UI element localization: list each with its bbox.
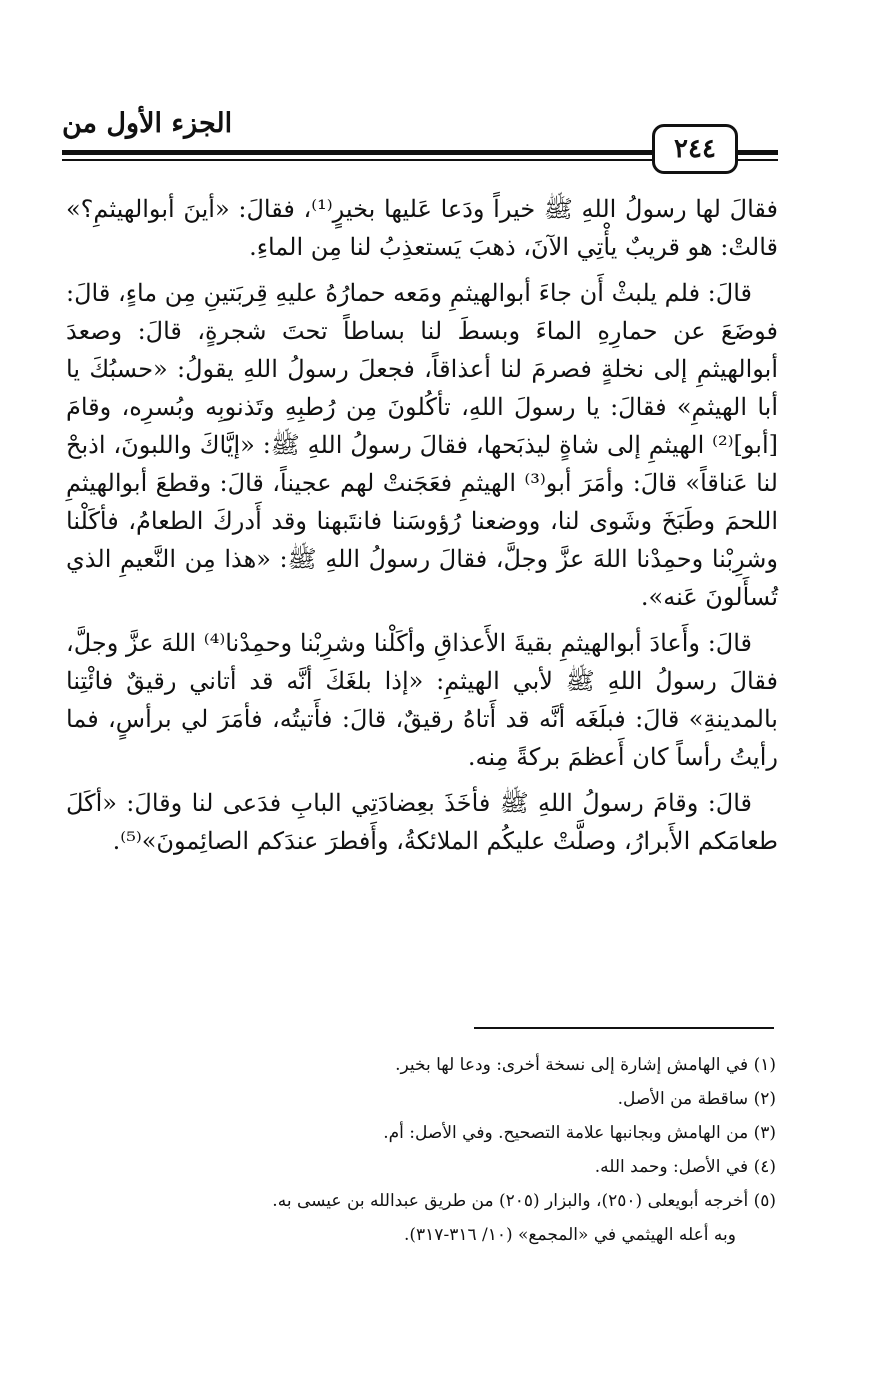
footnote-3: (٣) من الهامش وبجانبها علامة التصحيح. وفي الأصل: أم. <box>383 1123 776 1143</box>
footnote-4: (٤) في الأصل: وحمد الله. <box>594 1157 776 1177</box>
footnote-1: (١) في الهامش إشارة إلى نسخة أخرى: ودعا لها بخير. <box>395 1055 776 1075</box>
footnote-5-continuation: وبه أعله الهيثمي في «المجمع» (١٠/ ٣١٦-٣١٧). <box>403 1225 736 1245</box>
paragraph-1: فقالَ لها رسولُ اللهِ ﷺ خيراً ودَعا عَليها بخيرٍ⁽¹⁾، فقالَ: «أينَ أبوالهيثمِ؟» قالتْ: هو قريبٌ يأْتِي الآنَ، ذهبَ يَستعذِبُ لنا مِن الماءِ. <box>66 195 778 261</box>
paragraph-3: قالَ: وأَعادَ أبوالهيثمِ بقيةَ الأَعذاقِ وأكَلْنا وشرِبْنا وحمِدْنا⁽⁴⁾ اللهَ عزَّ وجلَّ، فقالَ رسولُ اللهِ ﷺ لأبي الهيثمِ: «إذا بلغَكَ أنَّه قد أتاني رقيقٌ فائْتِنا بالمدينةِ» قالَ: فبلَغَه أنَّه قد أَتاهُ رقيقٌ، قالَ: فأَتيتُه، فأمَرَ لي برأسٍ، فما رأيتُ رأساً كان أَعظمَ بركةً مِنه. <box>66 629 778 771</box>
footnote-5: (٥) أخرجه أبويعلى (٢٥٠)، والبزار (٢٠٥) من طريق عبدالله بن عيسى به. <box>272 1191 776 1211</box>
footnote-2: (٢) ساقطة من الأصل. <box>617 1089 776 1109</box>
page-header <box>62 102 778 182</box>
page-number: ٢٤٤ <box>652 124 738 174</box>
paragraph-2: قالَ: فلم يلبثْ أَن جاءَ أبوالهيثمِ ومَعه حمارُهُ عليهِ قِربَتينِ مِن ماءٍ، قالَ: فوضَعَ عن حمارِهِ الماءَ وبسطَ لنا بساطاً تحتَ شجرةٍ، قالَ: وصعدَ أبوالهيثمِ إلى نخلةٍ فصرمَ لنا أعذاقاً، فجعلَ رسولُ اللهِ يقولُ: «حسبُكَ يا أبا الهيثمِ» فقالَ: يا رسولَ اللهِ، تأكُلونَ مِن رُطبِهِ وتَذنوبِه وبُسرِه، وقامَ [أبو]⁽²⁾ الهيثمِ إلى شاةٍ ليذبَحها، فقالَ رسولُ اللهِ ﷺ: «إيَّاكَ واللبونَ، اذبحْ لنا عَناقاً» قالَ: وأمَرَ أبو⁽³⁾ الهيثمِ فعَجَنتْ لهم عجيناً، قالَ: وقطعَ أبوالهيثمِ اللحمَ وطَبَخَ وشَوى لنا، ووضعنا رُؤوسَنا فانتَبهنا وقد أَدركَ الطعامُ، فأكَلْنا وشرِبْنا وحمِدْنا اللهَ عزَّ وجلَّ، فقالَ رسولُ اللهِ ﷺ: «هذا مِن النَّعيمِ الذي تُسأَلونَ عَنه». <box>66 279 778 611</box>
paragraph-4: قالَ: وقامَ رسولُ اللهِ ﷺ فأخَذَ بعِضادَتِي البابِ فدَعى لنا وقالَ: «أكَلَ طعامَكم الأَبرارُ، وصلَّتْ عليكُم الملائكةُ، وأَفطرَ عندَكم الصائِمونَ»⁽⁵⁾. <box>66 789 778 855</box>
main-text <box>66 190 778 868</box>
footnote-separator <box>474 1027 774 1029</box>
footnotes <box>120 1050 776 1250</box>
running-title: الجزء الأول من <box>62 108 233 139</box>
